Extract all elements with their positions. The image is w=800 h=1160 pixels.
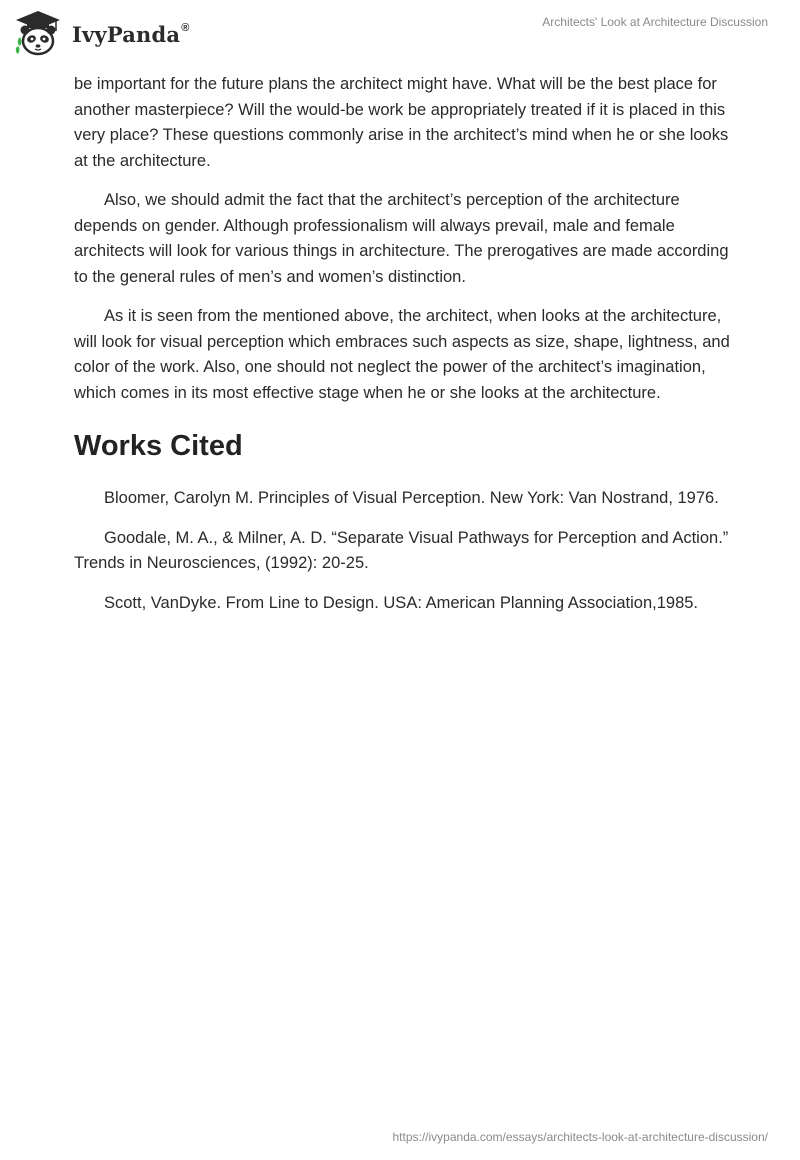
works-cited-heading: Works Cited (74, 430, 243, 462)
brand-name (72, 22, 190, 47)
panda-graduation-cap-icon (14, 9, 62, 57)
body-paragraph-3: As it is seen from the mentioned above, the architect, when looks at the architecture, will look for visual perception which embraces such aspects as size, shape, lightness, and color of the work. Also, one should not neglect the power of the architect’s imagination, which comes in its most effective stage when he or she looks at the architecture. (74, 307, 730, 402)
citation-entry-2: Goodale, M. A., & Milner, A. D. “Separate Visual Pathways for Perception and Action.” Trends in Neurosciences, (1992): 20-25. (74, 529, 729, 572)
registered-mark: ® (181, 21, 190, 34)
body-paragraph-1: be important for the future plans the architect might have. What will be the best place for another masterpiece? Will the would-be work be appropriately treated if it is placed in this very place? These questions commonly arise in the architect’s mind when he or she looks at the architecture. (74, 75, 729, 170)
body-paragraph-2: Also, we should admit the fact that the architect’s perception of the architecture depends on gender. Although professionalism will always prevail, male and female architects will look for various things in architecture. The prerogatives are made according to the general rules of men’s and women’s distinction. (74, 191, 729, 286)
source-url-link[interactable]: https://ivypanda.com/essays/architects-look-at-architecture-discussion/ (392, 1130, 768, 1144)
citation-entry-3: Scott, VanDyke. From Line to Design. USA: American Planning Association,1985. (104, 594, 698, 612)
essay-content (74, 72, 734, 631)
document-title: Architects' Look at Architecture Discussion (542, 15, 768, 29)
ivypanda-logo[interactable] (14, 8, 204, 58)
brand-text: IvyPanda (72, 21, 181, 47)
citation-entry-1: Bloomer, Carolyn M. Principles of Visual Perception. New York: Van Nostrand, 1976. (104, 489, 719, 507)
page-header (0, 0, 800, 62)
